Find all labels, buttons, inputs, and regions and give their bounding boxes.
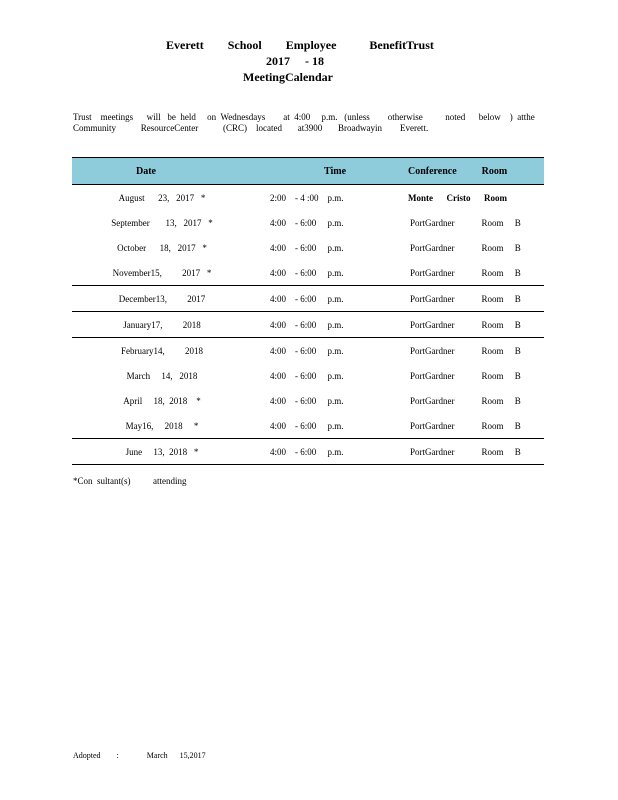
header-date-cell [72,158,268,185]
time-cell [268,338,408,364]
room-cell [408,312,544,338]
title-line-1: Everett School Employee BenefitTrust [166,38,434,52]
room-cell [408,210,544,235]
time-cell [268,210,408,235]
meeting-room: PortGardner Room B [410,446,521,457]
room-cell [408,185,544,211]
room-cell [408,439,544,465]
adopted-date: Adopted : March 15,2017 [73,751,206,760]
meeting-room: PortGardner Room B [410,395,521,406]
title-line-2: 2017 - 18 [266,54,324,68]
time-cell [268,363,408,388]
meeting-time: 4:00 - 6:00 p.m. [270,370,344,381]
meeting-room: PortGardner Room B [410,242,521,253]
room-cell [408,363,544,388]
date-cell [72,388,268,413]
table-header-row [72,158,544,185]
time-cell [268,312,408,338]
meeting-date: December13, 2017 [118,293,206,304]
footnote: *Con sultant(s) attending [73,476,187,486]
table-row [72,185,544,211]
title-line-3: MeetingCalendar [243,70,333,84]
meeting-date: February14, 2018 [121,345,203,356]
meeting-room: PortGardner Room B [410,319,521,330]
date-cell [72,312,268,338]
meeting-time: 4:00 - 6:00 p.m. [270,267,344,278]
meeting-time: 4:00 - 6:00 p.m. [270,217,344,228]
date-cell [72,235,268,260]
header-time: Time [323,165,347,177]
header-conference-cell [408,158,544,185]
room-cell [408,413,544,439]
meeting-time: 2:00 - 4 :00 p.m. [270,192,344,203]
meeting-room: PortGardner Room B [410,420,521,431]
meeting-room: PortGardner Room B [410,217,521,228]
table-row [72,388,544,413]
time-cell [268,286,408,312]
time-cell [268,413,408,439]
date-cell [72,286,268,312]
date-cell [72,210,268,235]
table-row [72,210,544,235]
room-cell [408,388,544,413]
table-body [72,185,544,465]
room-cell [408,286,544,312]
header-conference-room: Conference Room [408,165,508,177]
meeting-time: 4:00 - 6:00 p.m. [270,319,344,330]
room-cell [408,260,544,286]
table-row [72,413,544,439]
meeting-room: PortGardner Room B [410,370,521,381]
meeting-date: October 18, 2017 * [117,242,207,253]
meeting-date: November15, 2017 * [112,267,212,278]
meeting-time: 4:00 - 6:00 p.m. [270,242,344,253]
meeting-room: PortGardner Room B [410,345,521,356]
table-row [72,363,544,388]
date-cell [72,439,268,465]
date-cell [72,363,268,388]
meeting-time: 4:00 - 6:00 p.m. [270,446,344,457]
meeting-date: January17, 2018 [123,319,201,330]
meeting-date: April 18, 2018 * [123,395,201,406]
table-row [72,312,544,338]
meeting-date: May16, 2018 * [125,420,199,431]
header-time-cell [268,158,408,185]
date-cell [72,260,268,286]
table-row [72,338,544,364]
meeting-date: September 13, 2017 * [111,217,213,228]
time-cell [268,235,408,260]
table-row [72,286,544,312]
meeting-time: 4:00 - 6:00 p.m. [270,345,344,356]
date-cell [72,413,268,439]
meeting-time: 4:00 - 6:00 p.m. [270,395,344,406]
meeting-room: PortGardner Room B [410,293,521,304]
header-date: Date [136,165,156,177]
time-cell [268,439,408,465]
meeting-room: Monte Cristo Room [408,192,507,203]
meeting-calendar-table [72,157,544,465]
time-cell [268,260,408,286]
meeting-room: PortGardner Room B [410,267,521,278]
table-row [72,235,544,260]
room-cell [408,235,544,260]
time-cell [268,388,408,413]
meeting-date: March 14, 2018 [126,370,198,381]
intro-line-2: Community ResourceCenter (CRC) located at3900 Broadwayin Everett. [73,123,429,133]
table-row [72,260,544,286]
room-cell [408,338,544,364]
time-cell [268,185,408,211]
meeting-time: 4:00 - 6:00 p.m. [270,293,344,304]
intro-line-1: Trust meetings will be held on Wednesdays at 4:00 p.m. (unless otherwise noted below ) atthe [73,112,535,122]
table-row [72,439,544,465]
meeting-date: June 13, 2018 * [125,446,199,457]
date-cell [72,185,268,211]
date-cell [72,338,268,364]
meeting-date: August 23, 2017 * [118,192,206,203]
meeting-time: 4:00 - 6:00 p.m. [270,420,344,431]
